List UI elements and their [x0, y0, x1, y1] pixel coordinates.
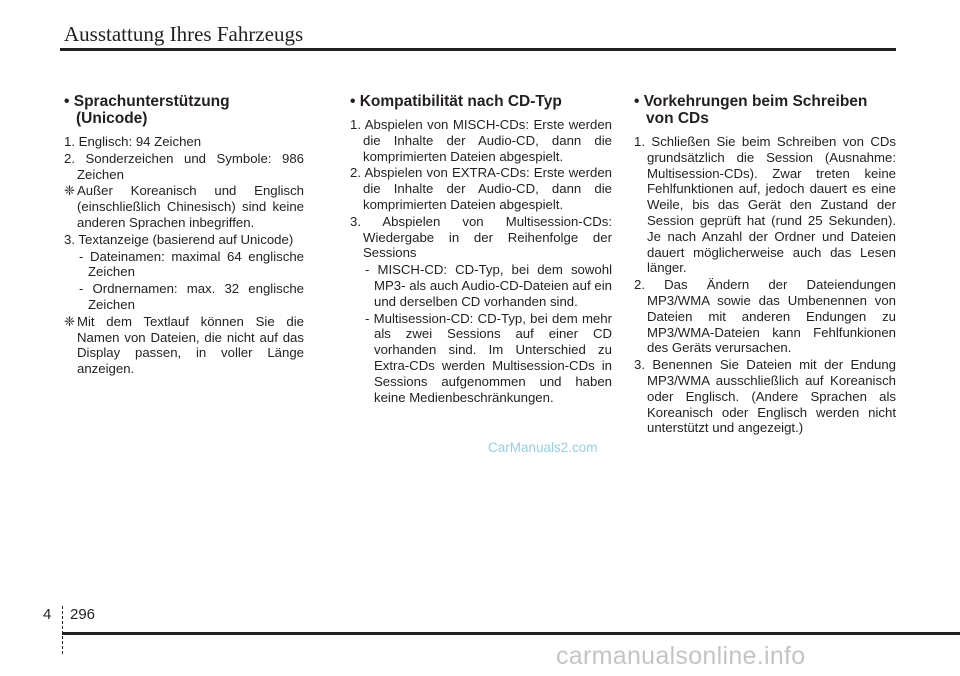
list-item: 3. Abspielen von Multisession-CDs: Wiedergabe in der Reihenfolge der Sessions [350, 213, 612, 261]
watermark-carmanuals: CarManuals2.com [488, 440, 598, 455]
list-item: 3. Textanzeige (basierend auf Unicode) [64, 231, 294, 247]
list-item: 1. Schließen Sie beim Schreiben von CDs grundsätzlich die Session (Ausnahme: Multisession-CDs). Zwar treten keine Fehlfunktionen auf, jedoch dauert es eine Weile, bis das Gerät den Zustand der Session geprüft hat (rund 25 Sekunden). Je nach Anzahl der Ordner und Dateien dauert möglicherweise auch das Lesen länger. [634, 134, 896, 276]
list-item: 2. Das Ändern der Dateiendungen MP3/WMA sowie das Umbenennen von Dateien mit anderen Endungen zu MP3/WMA-Dateien kann Fehlfunkionen des Geräts verursachen. [634, 277, 896, 356]
note-text: Mit dem Textlauf können Sie die Namen von Dateien, die nicht auf das Display passen, in voller Länge anzeigen. [77, 313, 304, 377]
header-rule [60, 48, 896, 51]
list-item: 1. Englisch: 94 Zeichen [64, 134, 202, 149]
header-title: Ausstattung Ihres Fahrzeugs [64, 22, 304, 46]
page-number: 296 [70, 606, 96, 623]
section-heading: • Vorkehrungen beim Schreiben von CDs [634, 93, 868, 127]
sub-list-item: - MISCH-CD: CD-Typ, bei dem sowohl MP3- als auch Audio-CD-Dateien auf ein und derselben CD vorhanden sind. [365, 262, 612, 309]
sub-list-item: - Multisession-CD: CD-Typ, bei dem mehr als zwei Sessions auf einer CD vorhanden sind. Im Unterschied zu Extra-CDs werden Multisession-CDs in Sessions aufgenommen und haben keine Medienbeschränkungen. [365, 310, 612, 405]
sub-list-item: - Dateinamen: maximal 64 englische Zeichen [79, 248, 304, 280]
list-item: 2. Abspielen von EXTRA-CDs: Erste werden die Inhalte der Audio-CD, dann die komprimierten Dateien abgespielt. [350, 165, 612, 212]
footer-rule [62, 632, 960, 635]
section-heading: • Sprachunterstützung (Unicode) [64, 93, 230, 127]
note-icon: ❈ [64, 313, 76, 329]
column-unicode-support [64, 93, 304, 378]
chapter-number: 4 [43, 606, 52, 623]
note-item [64, 183, 304, 230]
sub-list-item: - Ordnernamen: max. 32 englische Zeichen [79, 281, 304, 312]
list-item: 1. Abspielen von MISCH-CDs: Erste werden die Inhalte der Audio-CD, dann die komprimierten Dateien abgespielt. [350, 117, 612, 164]
note-text: Außer Koreanisch und Englisch (einschließlich Chinesisch) sind keine anderen Sprachen inbegriffen. [77, 183, 304, 230]
column-cd-writing-precautions [634, 93, 896, 437]
list-item: 2. Sonderzeichen und Symbole: 986 Zeichen [64, 150, 304, 182]
footer-divider [62, 606, 63, 654]
watermark-site: carmanualsonline.info [556, 642, 806, 670]
section-heading: • Kompatibilität nach CD-Typ [350, 93, 562, 110]
note-item [64, 314, 304, 377]
note-icon: ❈ [64, 183, 76, 199]
column-cd-compatibility [350, 93, 612, 406]
list-item: 3. Benennen Sie Dateien mit der Endung MP3/WMA ausschließlich auf Koreanisch oder Englisch. (Andere Sprachen als Koreanisch oder Englisch werden nicht unterstützt und angezeigt.) [634, 357, 896, 436]
